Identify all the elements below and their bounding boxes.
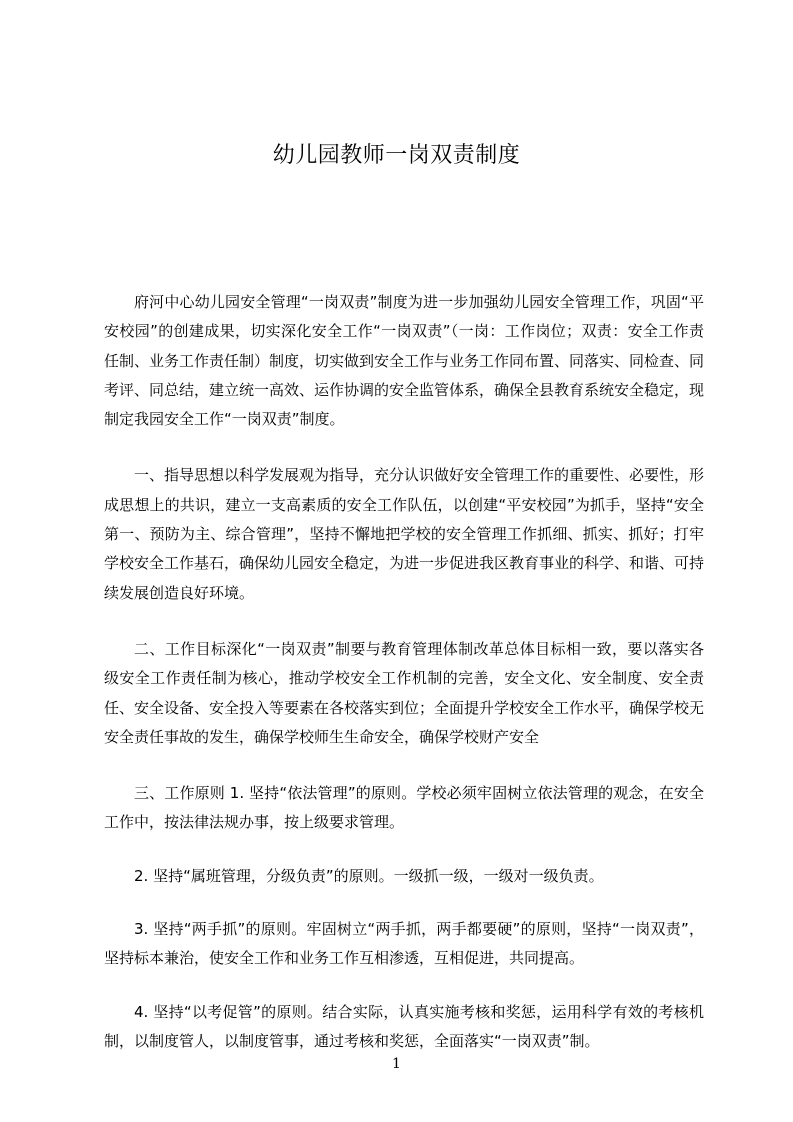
paragraph-guiding-ideology: 一、指导思想以科学发展观为指导，充分认识做好安全管理工作的重要性、必要性，形成思想上的共识，建立一支高素质的安全工作队伍，以创建“平安校园”为抓手，坚持“安全第一、预防为主、综合管理”，坚持不懈地把学校的安全管理工作抓细、抓实、抓好；打牢学校安全工作基石，确保幼儿园安全稳定，为进一步促进我区教育事业的科学、和谐、可持续发展创造良好环境。 <box>104 466 705 602</box>
paragraph-principle-3: 3. 坚持“两手抓”的原则。牢固树立“两手抓，两手都要硬”的原则，坚持“一岗双责”，坚持标本兼治，使安全工作和业务工作互相渗透，互相促进，共同提高。 <box>104 920 704 968</box>
document-title: 幼儿园教师一岗双责制度 <box>272 143 521 168</box>
paragraph-work-goals: 二、工作目标深化“一岗双责”制要与教育管理体制改革总体目标相一致，要以落实各级安全工作责任制为核心，推动学校安全工作机制的完善，安全文化、安全制度、安全责任、安全设备、安全投入等要素在各校落实到位；全面提升学校安全工作水平，确保学校无安全责任事故的发生，确保学校师生生命安全，确保学校财产安全 <box>104 639 705 746</box>
document-body <box>104 288 704 1080</box>
page-number: 1 <box>392 1056 401 1072</box>
paragraph-principle-2: 2. 坚持“属班管理，分级负责”的原则。一级抓一级，一级对一级负责。 <box>134 866 604 885</box>
paragraph-intro: 府河中心幼儿园安全管理“一岗双责”制度为进一步加强幼儿园安全管理工作，巩固“平安校园”的创建成果，切实深化安全工作“一岗双责”（一岗：工作岗位；双责：安全工作责任制、业务工作责任制）制度，切实做到安全工作与业务工作同布置、同落实、同检查、同考评、同总结，建立统一高效、运作协调的安全监管体系，确保全县教育系统安全稳定，现制定我园安全工作“一岗双责”制度。 <box>104 293 705 429</box>
paragraph-principle-1: 三、工作原则 1. 坚持“依法管理”的原则。学校必须牢固树立依法管理的观念，在安全工作中，按法律法规办事，按上级要求管理。 <box>104 784 704 832</box>
paragraph-principle-4: 4. 坚持“以考促管”的原则。结合实际，认真实施考核和奖惩，运用科学有效的考核机制，以制度管人，以制度管事，通过考核和奖惩，全面落实“一岗双责”制。 <box>104 1002 704 1050</box>
